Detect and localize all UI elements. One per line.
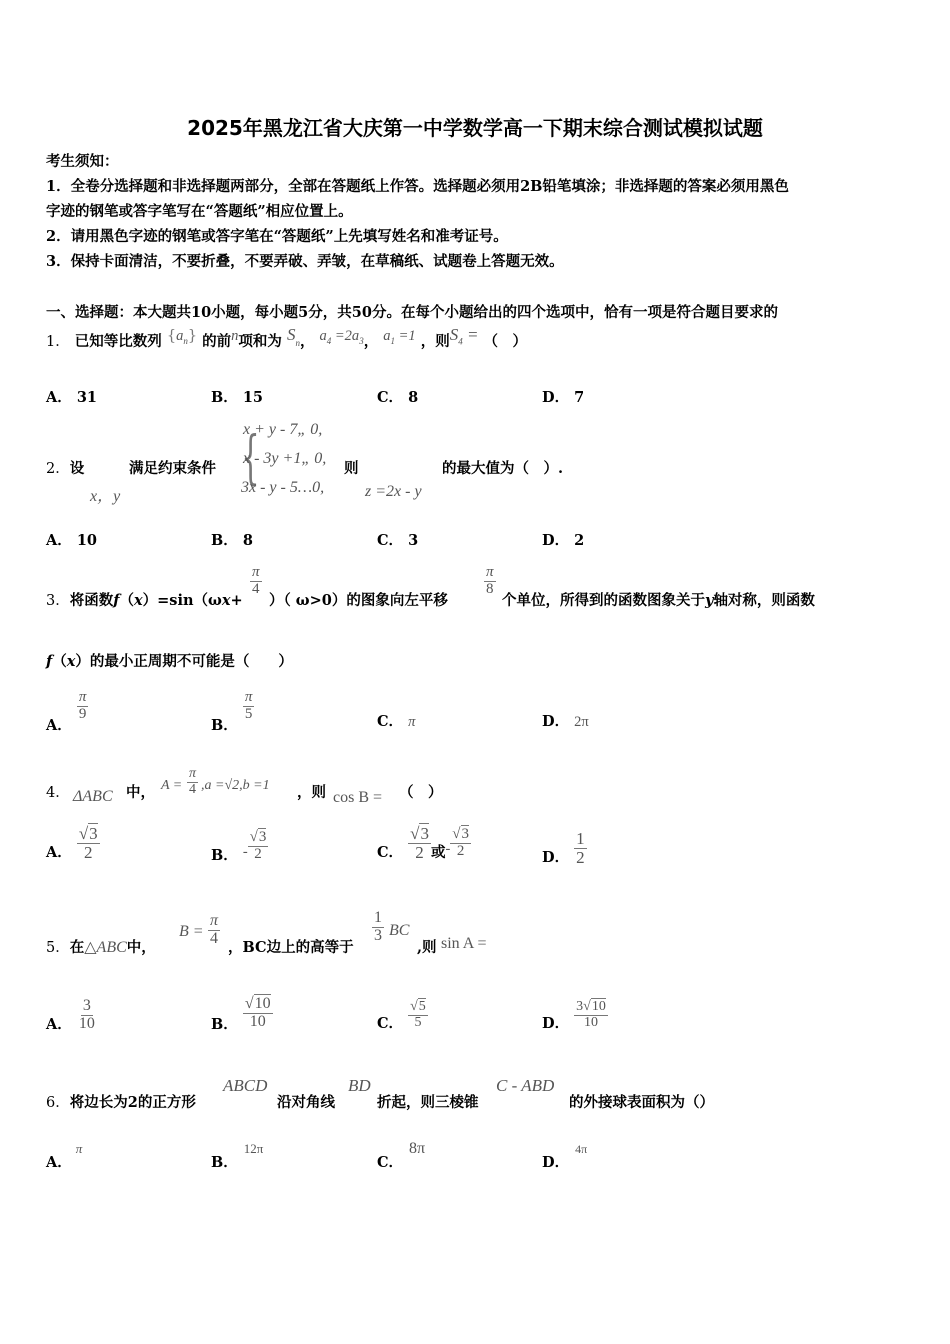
condition-a: A =: [161, 778, 183, 793]
pyramid-cabd: C - ABD: [496, 1076, 555, 1095]
question-4: [46, 781, 70, 802]
option-a[interactable]: A． 31: [46, 389, 98, 406]
option-c[interactable]: C． √ $\frac{5}{5}$: [377, 1000, 428, 1030]
option-b[interactable]: B． 8: [211, 532, 253, 549]
diagonal-bd: BD: [348, 1076, 371, 1095]
page-title: 2025年黑龙江省大庆第一中学数学高一下期末综合测试模拟试题: [187, 116, 763, 140]
question-number: 4．: [46, 785, 70, 801]
condition-sides: ,a =√2,b =1: [201, 778, 270, 793]
instructions-heading: 考生须知：: [46, 153, 119, 170]
section-heading: 一、选择题：本大题共10小题，每小题5分，共50分。在每个小题给出的四个选项中，恰有一项是符合题目要求的: [46, 304, 778, 321]
question-text: 已知等比数列: [74, 333, 162, 350]
question-text: ，则: [297, 784, 326, 801]
objective-function: z =2x - y: [365, 483, 422, 500]
question-text: 的外接球表面积为（）: [569, 1094, 714, 1111]
option-a[interactable]: A． 10: [46, 532, 98, 549]
question-number: 3．: [46, 593, 70, 609]
question-5: 5．在△ABC中，: [46, 939, 156, 956]
instruction-1b: 字迹的钢笔或答字笔写在“答题纸”相应位置上。: [46, 203, 353, 220]
constraint-label: 满足约束条件: [129, 460, 216, 477]
option-c[interactable]: C． 3: [377, 532, 419, 549]
fraction-pi-over-4: $\frac{\pi}{4}$: [210, 912, 219, 947]
option-d[interactable]: D．$^{4\pi}$: [542, 1142, 588, 1171]
fraction-pi-over-4: $\frac{\pi}{4}$: [252, 564, 260, 597]
instruction-1a: 1．全卷分选择题和非选择题两部分，全部在答题纸上作答。选择题必须用2B铅笔填涂；非选择题的答案必须用黑色: [46, 178, 789, 195]
question-text: 中，: [126, 784, 155, 801]
question-text: 个单位，所得到的函数图象关于y轴对称，则函数: [502, 592, 815, 609]
square-abcd: ABCD: [223, 1076, 268, 1095]
question-text: ,则: [417, 939, 437, 956]
option-a[interactable]: A． √ $\frac{3}{2}$: [46, 825, 100, 862]
question-text: （ ）: [399, 784, 443, 801]
side-bc: BC: [389, 922, 410, 939]
option-c[interactable]: C． 8: [377, 389, 419, 406]
question-text: 折起，则三棱锥: [377, 1094, 479, 1111]
question-text: 的最大值为（ ）.: [442, 460, 564, 477]
option-b[interactable]: B． √ $\frac{10}{10}$: [211, 996, 273, 1031]
question-number: 2．: [46, 461, 70, 477]
system-brace-icon: {: [241, 423, 260, 491]
option-b[interactable]: B． - √ $\frac{3}{2}$: [211, 830, 268, 863]
triangle-label: ΔABC: [73, 788, 113, 805]
question-text: 沿对角线: [277, 1094, 335, 1111]
instruction-2: 2．请用黑色字迹的钢笔或答字笔在“答题纸”上先填写姓名和准考证号。: [46, 228, 508, 245]
instruction-3: 3．保持卡面清洁，不要折叠，不要弄破、弄皱，在草稿纸、试题卷上答题无效。: [46, 253, 564, 270]
constraint-1: x + y - 7„ 0,: [243, 421, 323, 438]
fraction-pi-over-4: $\frac{\pi}{4}$: [189, 766, 197, 797]
question-text: ，BC边上的高等于: [228, 939, 354, 956]
fraction-one-third: $\frac{1}{3}$: [374, 909, 382, 944]
option-d[interactable]: D． 2: [542, 532, 585, 549]
cos-b: cos B =: [333, 789, 383, 806]
option-c[interactable]: C．8π: [377, 1140, 426, 1171]
option-d[interactable]: D． 2π: [542, 713, 589, 730]
question-3: 3．将函数f（x）=sin（ωx+: [46, 592, 243, 609]
question-text: ）（ ω>0）的图象向左平移: [269, 592, 448, 609]
option-c[interactable]: C． √ $\frac{3}{2}$ 或- √ $\frac{3}{2}$: [377, 825, 471, 862]
question-3-line-2: f（x）的最小正周期不可能是（ ）: [46, 653, 293, 670]
option-a[interactable]: A． $\frac{3}{10}$: [46, 997, 95, 1034]
option-b[interactable]: B．12π: [211, 1141, 264, 1171]
option-b[interactable]: B． 15: [211, 389, 264, 406]
constraint-2: x - 3y +1„ 0,: [243, 450, 327, 467]
option-d[interactable]: D． 7: [542, 389, 585, 406]
option-b[interactable]: B． $\frac{\pi}{5}$: [211, 689, 253, 735]
question-6: 6．将边长为2的正方形: [46, 1094, 196, 1111]
variables: x，y: [90, 488, 121, 505]
option-a[interactable]: A．π: [46, 1141, 83, 1171]
fraction-pi-over-8: $\frac{\pi}{8}$: [486, 564, 494, 597]
option-d[interactable]: D． $\frac{3√ 10}{10}$: [542, 1000, 608, 1030]
option-a[interactable]: A． $\frac{\pi}{9}$: [46, 689, 87, 735]
question-number: 6．: [46, 1095, 70, 1111]
set-brace-icon: $\{a_n\}$: [166, 328, 198, 346]
question-2: 2．设: [46, 460, 85, 477]
sin-a: sin A =: [441, 935, 487, 952]
question-number: 1．: [46, 334, 70, 350]
question-1: 1． 已知等比数列 $\{a_n\}$ 的前n项和为 $S_n$， $a_4 =2a_3$， $a_1 =1$ ，则$S_4$ = （ ）: [46, 325, 528, 350]
option-d[interactable]: D． $\frac{1}{2}$: [542, 829, 585, 867]
question-number: 5．: [46, 940, 70, 956]
angle-b: B =: [179, 923, 204, 940]
question-text: 则: [344, 460, 359, 477]
constraint-3: 3x - y - 5…0,: [241, 479, 325, 496]
option-c[interactable]: C． π: [377, 713, 416, 730]
